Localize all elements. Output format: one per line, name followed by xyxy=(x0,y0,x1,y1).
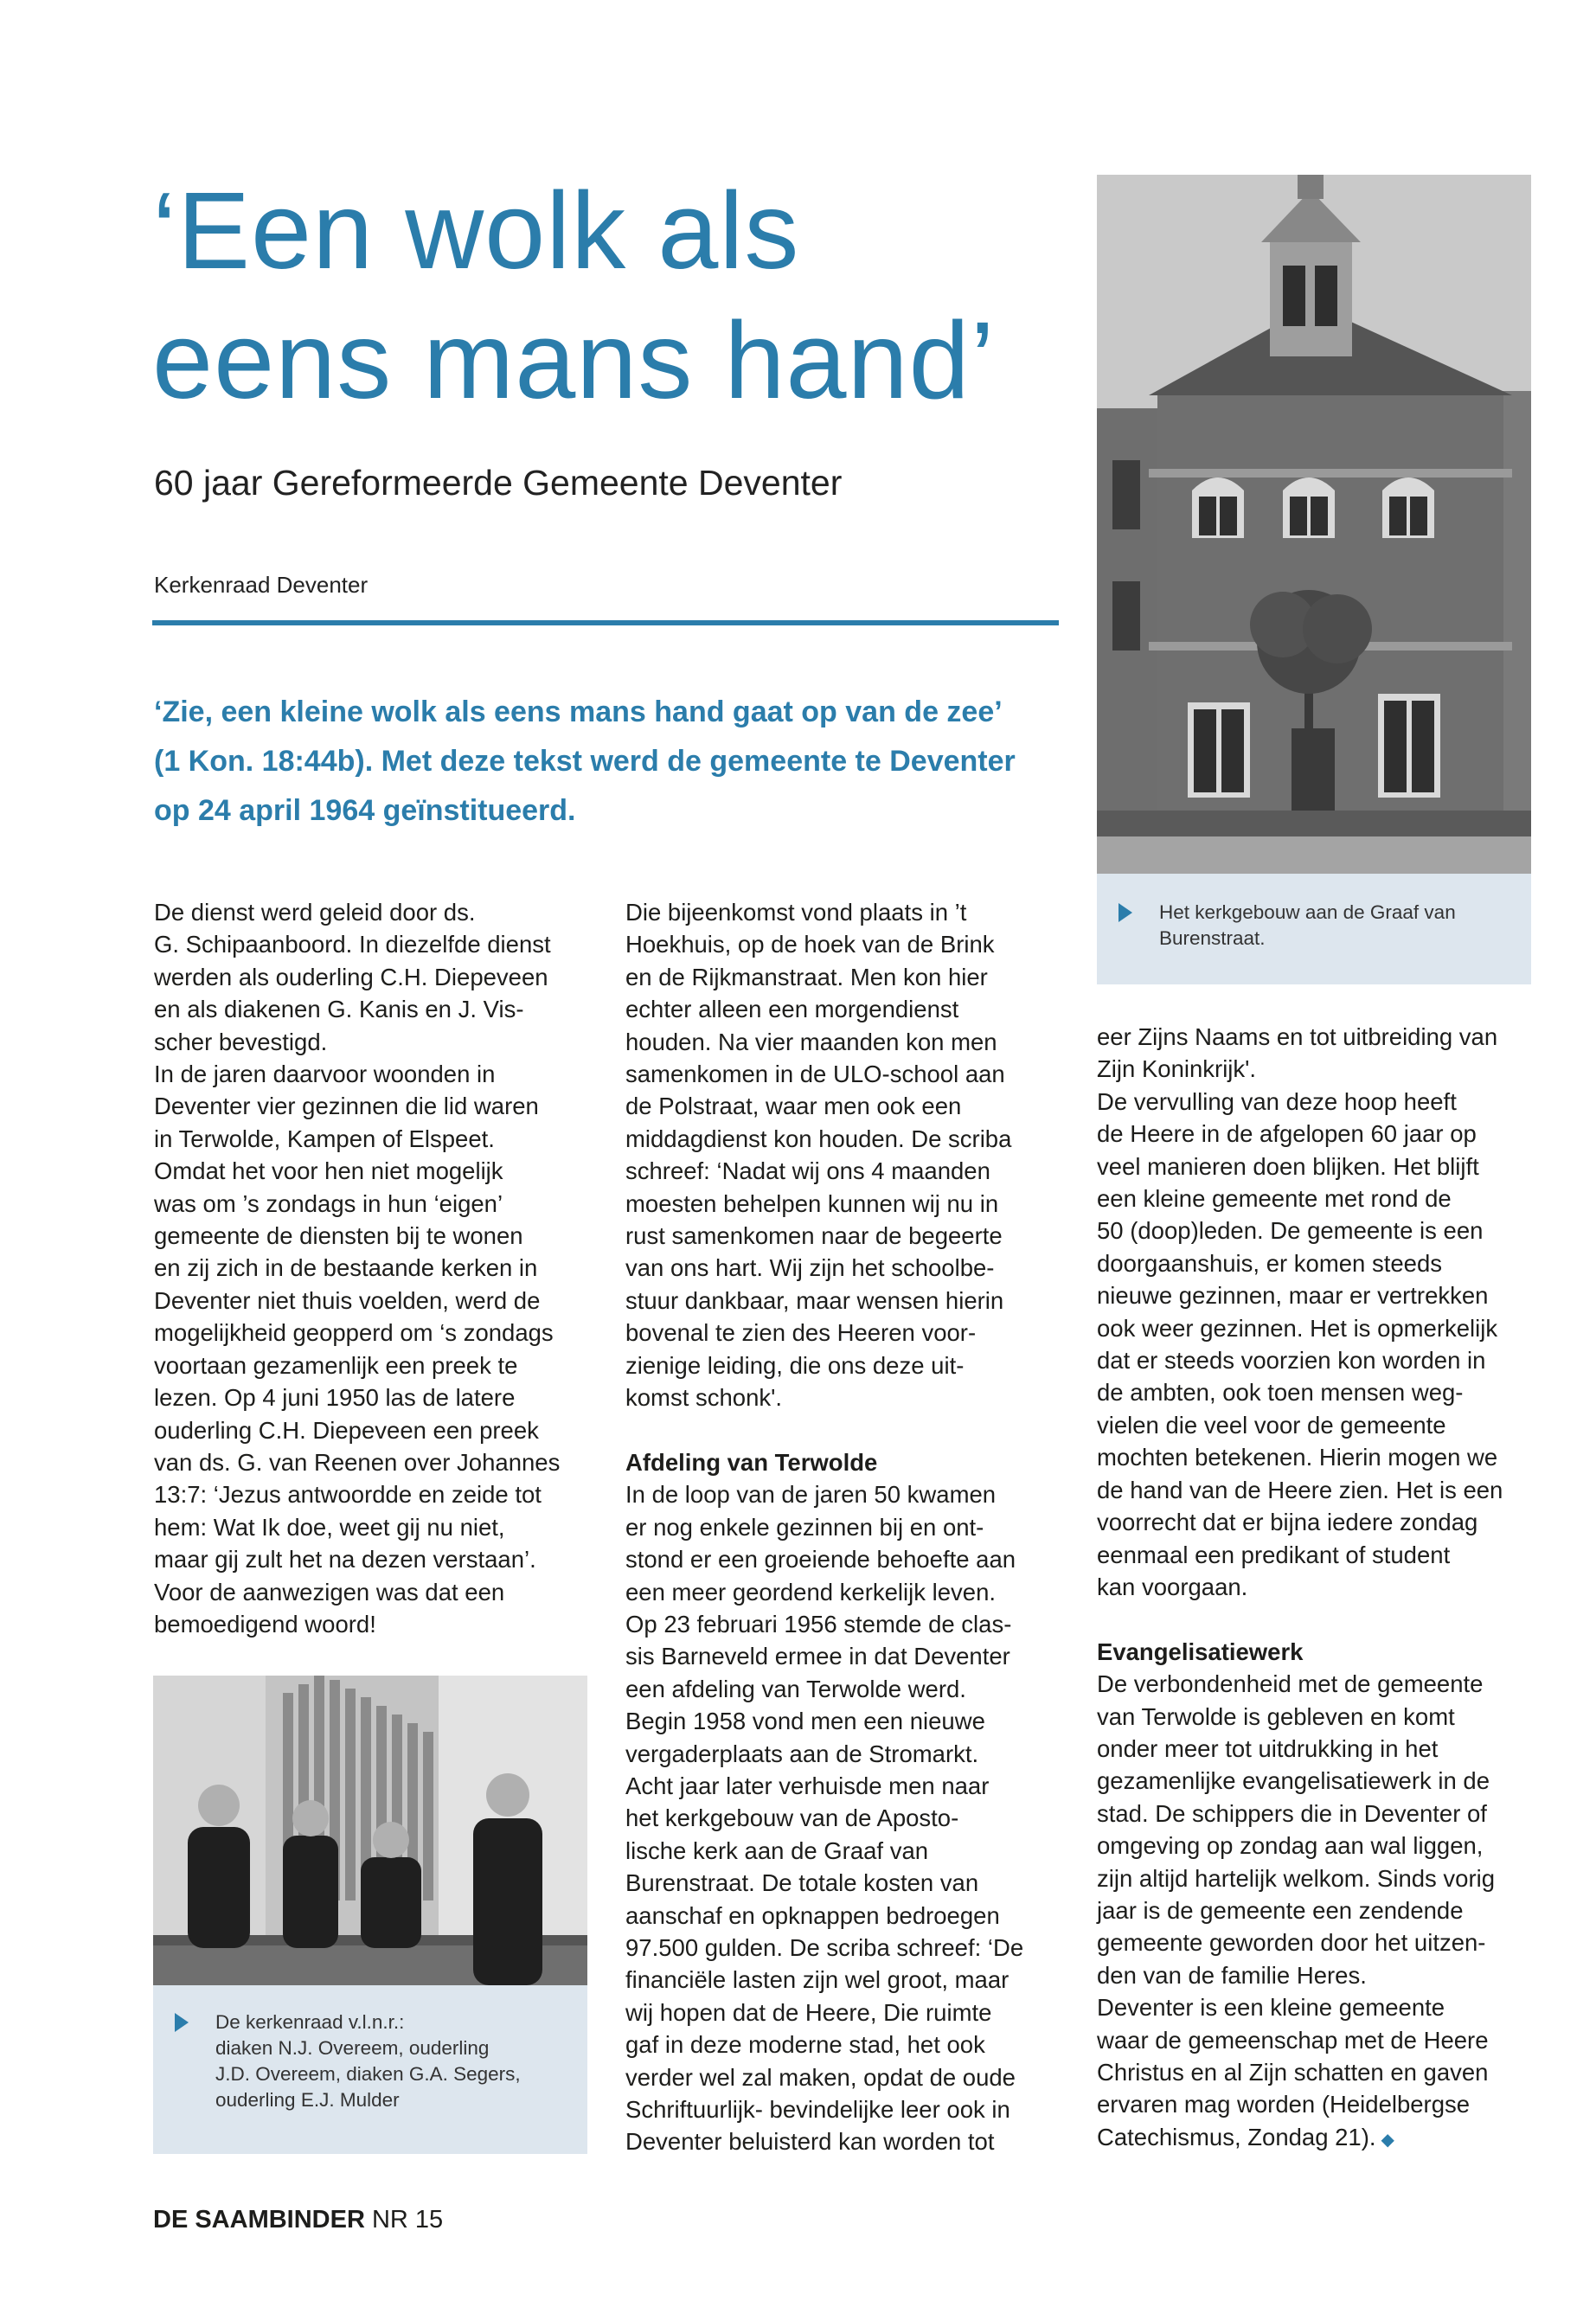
body-text-line: Christus en al Zijn schatten en gaven xyxy=(1097,2058,1489,2086)
title-line-1: ‘Een wolk als xyxy=(152,170,800,292)
body-text-line: komst schonk'. xyxy=(625,1384,783,1412)
caption-line: Het kerkgebouw aan de Graaf van xyxy=(1159,901,1456,923)
body-text-line: gaf in deze moderne stad, het ook xyxy=(625,2031,985,2059)
body-text-line: Hoekhuis, op de hoek van de Brink xyxy=(625,931,995,958)
body-text-line: gemeente geworden door het uitzen- xyxy=(1097,1929,1486,1957)
body-text-line: ouderling C.H. Diepeveen een preek xyxy=(154,1416,539,1444)
caption-line: De kerkenraad v.l.n.r.: xyxy=(215,2011,405,2033)
body-text-line: De verbondenheid met de gemeente xyxy=(1097,1670,1484,1698)
body-text-line: 97.500 gulden. De scriba schreef: ‘De xyxy=(625,1933,1024,1961)
body-text-line: schreef: ‘Nadat wij ons 4 maanden xyxy=(625,1157,990,1185)
body-text-line: bovenal te zien des Heeren voor- xyxy=(625,1319,977,1347)
body-text-line: aanschaf en opknappen bedroegen xyxy=(625,1901,1000,1929)
body-text-line: van ons hart. Wij zijn het schoolbe- xyxy=(625,1254,995,1282)
title-line-2: eens mans hand’ xyxy=(152,299,996,421)
body-text-line: maar gij zult het na dezen verstaan’. xyxy=(154,1546,536,1574)
body-text-line: van Terwolde is gebleven en komt xyxy=(1097,1702,1455,1730)
body-text-line: het kerkgebouw van de Aposto- xyxy=(625,1804,959,1832)
article-author: Kerkenraad Deventer xyxy=(154,572,369,598)
building-caption xyxy=(1097,874,1531,984)
body-text-line: gemeente de diensten bij te wonen xyxy=(154,1222,523,1250)
body-text-line: middagdienst kon houden. De scriba xyxy=(625,1125,1012,1152)
body-text-line: omgeving op zondag aan wal liggen, xyxy=(1097,1832,1484,1860)
paragraph-gap xyxy=(625,1414,1058,1446)
body-text-line: Deventer beluisterd kan worden tot xyxy=(625,2128,995,2156)
body-text-line: verder wel zal maken, opdat de oude xyxy=(625,2063,1016,2091)
body-text-line: doorgaanshuis, er komen steeds xyxy=(1097,1249,1442,1277)
body-text-line: de ambten, ook toen mensen weg- xyxy=(1097,1379,1464,1407)
church-council-photo xyxy=(153,1676,587,1985)
body-text-line: voortaan gezamenlijk een preek te xyxy=(154,1351,518,1379)
body-text-line: eenmaal een predikant of student xyxy=(1097,1541,1451,1568)
body-text-line: Omdat het voor hen niet mogelijk xyxy=(154,1157,503,1185)
body-text-line: rust samenkomen naar de begeerte xyxy=(625,1222,1003,1250)
closing-sentence: Catechismus, Zondag 21). xyxy=(1097,2123,1376,2150)
article-title xyxy=(152,166,1052,426)
section-heading: Afdeling van Terwolde xyxy=(625,1448,878,1476)
body-text-line: een afdeling van Terwolde werd. xyxy=(625,1675,966,1702)
body-text-line: werden als ouderling C.H. Diepeveen xyxy=(154,963,548,990)
body-text-line: den van de familie Heres. xyxy=(1097,1961,1367,1989)
body-text-line: G. Schipaanboord. In diezelfde dienst xyxy=(154,931,551,958)
issue-number: NR 15 xyxy=(371,2206,444,2234)
body-text-line: samenkomen in de ULO-school aan xyxy=(625,1061,1005,1088)
church-building-photo xyxy=(1097,175,1531,874)
body-text-line: financiële lasten zijn wel groot, maar xyxy=(625,1966,1010,1994)
body-text-line: er nog enkele gezinnen bij en ont- xyxy=(625,1513,984,1541)
header-divider xyxy=(152,620,1059,625)
body-text-line: onder meer tot uitdrukking in het xyxy=(1097,1734,1439,1762)
body-text-line: dat er steeds voorzien kon worden in xyxy=(1097,1347,1486,1375)
body-text-line: vielen die veel voor de gemeente xyxy=(1097,1411,1446,1439)
lead-line: (1 Kon. 18:44b). Met deze tekst werd de gemeente te Deventer xyxy=(154,745,1016,778)
body-text-line: de Polstraat, waar men ook een xyxy=(625,1093,962,1120)
paragraph-gap xyxy=(1097,1603,1547,1635)
body-text-line: voorrecht dat er bijna iedere zondag xyxy=(1097,1509,1478,1536)
lead-line: op 24 april 1964 geïnstitueerd. xyxy=(154,794,576,827)
body-text-line: lische kerk aan de Graaf van xyxy=(625,1836,929,1864)
article-subtitle: 60 jaar Gereformeerde Gemeente Deventer xyxy=(154,463,843,503)
body-text-line: De vervulling van deze hoop heeft xyxy=(1097,1087,1457,1115)
body-text-line: Deventer is een kleine gemeente xyxy=(1097,1994,1445,2022)
body-text-line xyxy=(1097,2121,1547,2157)
body-text-line: de Heere in de afgelopen 60 jaar op xyxy=(1097,1120,1477,1148)
magazine-name: DE SAAMBINDER xyxy=(153,2206,365,2234)
body-text-line: in Terwolde, Kampen of Elspeet. xyxy=(154,1125,495,1152)
body-text-line: De dienst werd geleid door ds. xyxy=(154,899,476,926)
caption-line: J.D. Overeem, diaken G.A. Segers, xyxy=(215,2063,521,2085)
body-text-line: echter alleen een morgendienst xyxy=(625,996,959,1023)
body-text-line: In de loop van de jaren 50 kwamen xyxy=(625,1481,997,1509)
body-text-line: jaar is de gemeente een zendende xyxy=(1097,1896,1464,1924)
body-text-line: 13:7: ‘Jezus antwoordde en zeide tot xyxy=(154,1481,542,1509)
body-text-line: ook weer gezinnen. Het is opmerkelijk xyxy=(1097,1314,1498,1342)
body-text-line: hem: Wat Ik doe, weet gij nu niet, xyxy=(154,1513,505,1541)
body-text-line: van ds. G. van Reenen over Johannes xyxy=(154,1448,561,1476)
triangle-right-icon xyxy=(175,2013,189,2032)
body-text-line: nieuwe gezinnen, maar er vertrekken xyxy=(1097,1282,1489,1310)
body-text-line: Burenstraat. De totale kosten van xyxy=(625,1869,979,1897)
lead-paragraph xyxy=(154,688,1071,836)
lead-line: ‘Zie, een kleine wolk als eens mans hand gaat op van de zee’ xyxy=(154,695,1003,728)
body-text-line: houden. Na vier maanden kon men xyxy=(625,1028,997,1055)
body-text-line: 50 (doop)leden. De gemeente is een xyxy=(1097,1217,1484,1245)
body-text-line: Voor de aanwezigen was dat een xyxy=(154,1578,505,1606)
body-text-line: zijn altijd hartelijk welkom. Sinds vorig xyxy=(1097,1864,1496,1892)
body-text-line: ervaren mag worden (Heidelbergse xyxy=(1097,2091,1471,2118)
body-text-line: Die bijeenkomst vond plaats in ’t xyxy=(625,899,967,926)
caption-line: diaken N.J. Overeem, ouderling xyxy=(215,2037,490,2059)
body-column-1 xyxy=(154,896,586,1640)
body-text-line: scher bevestigd. xyxy=(154,1028,328,1055)
body-text-line: Begin 1958 vond men een nieuwe xyxy=(625,1708,985,1735)
body-text-line: veel manieren doen blijken. Het blijft xyxy=(1097,1152,1479,1180)
body-text-line: vergaderplaats aan de Stromarkt. xyxy=(625,1740,979,1767)
body-text-line: eer Zijns Naams en tot uitbreiding van xyxy=(1097,1023,1498,1050)
body-text-line: Zijn Koninkrijk'. xyxy=(1097,1055,1257,1083)
body-text-line: kan voorgaan. xyxy=(1097,1573,1248,1600)
body-text-line: en als diakenen G. Kanis en J. Vis- xyxy=(154,996,524,1023)
page-footer xyxy=(153,2206,443,2234)
body-text-line: Acht jaar later verhuisde men naar xyxy=(625,1772,990,1799)
body-text-line: een kleine gemeente met rond de xyxy=(1097,1185,1452,1213)
body-text-line: mochten betekenen. Hierin mogen we xyxy=(1097,1444,1498,1471)
body-text-line: mogelijkheid geopperd om ‘s zondags xyxy=(154,1319,554,1347)
council-caption xyxy=(153,1985,587,2154)
body-text-line: een meer geordend kerkelijk leven. xyxy=(625,1578,997,1606)
body-text-line: de hand van de Heere zien. Het is een xyxy=(1097,1476,1503,1503)
body-text-line: stond er een groeiende behoefte aan xyxy=(625,1546,1016,1574)
body-text-line: stuur dankbaar, maar wensen hierin xyxy=(625,1286,1004,1314)
body-text-line: wij hopen dat de Heere, Die ruimte xyxy=(625,1998,992,2026)
body-text-line: bemoedigend woord! xyxy=(154,1610,376,1638)
body-text-line: waar de gemeenschap met de Heere xyxy=(1097,2026,1489,2054)
body-text-line: was om ’s zondags in hun ‘eigen’ xyxy=(154,1189,503,1217)
body-text-line: In de jaren daarvoor woonden in xyxy=(154,1061,496,1088)
body-text-line: moesten behelpen kunnen wij nu in xyxy=(625,1189,999,1217)
body-text-line: en zij zich in de bestaande kerken in xyxy=(154,1254,538,1282)
body-text-line: Deventer niet thuis voelden, werd de xyxy=(154,1286,541,1314)
caption-line: ouderling E.J. Mulder xyxy=(215,2089,400,2111)
body-text-line: Deventer vier gezinnen die lid waren xyxy=(154,1093,539,1120)
diamond-icon: ◆ xyxy=(1381,2130,1394,2150)
body-text-line: gezamenlijke evangelisatiewerk in de xyxy=(1097,1767,1490,1795)
body-column-2 xyxy=(625,896,1058,2158)
caption-line: Burenstraat. xyxy=(1159,927,1266,949)
body-text-line: Op 23 februari 1956 stemde de clas- xyxy=(625,1610,1012,1638)
body-text-line: sis Barneveld ermee in dat Deventer xyxy=(625,1643,1010,1670)
body-text-line: stad. De schippers die in Deventer of xyxy=(1097,1799,1487,1827)
section-heading: Evangelisatiewerk xyxy=(1097,1638,1304,1665)
body-text-line: zienige leiding, die ons deze uit- xyxy=(625,1351,965,1379)
body-text-line: Schriftuurlijk- bevindelijke leer ook in xyxy=(625,2096,1010,2124)
body-column-3 xyxy=(1097,1021,1547,2157)
body-text-line: en de Rijkmanstraat. Men kon hier xyxy=(625,963,988,990)
triangle-right-icon xyxy=(1118,903,1132,922)
body-text-line: lezen. Op 4 juni 1950 las de latere xyxy=(154,1384,516,1412)
